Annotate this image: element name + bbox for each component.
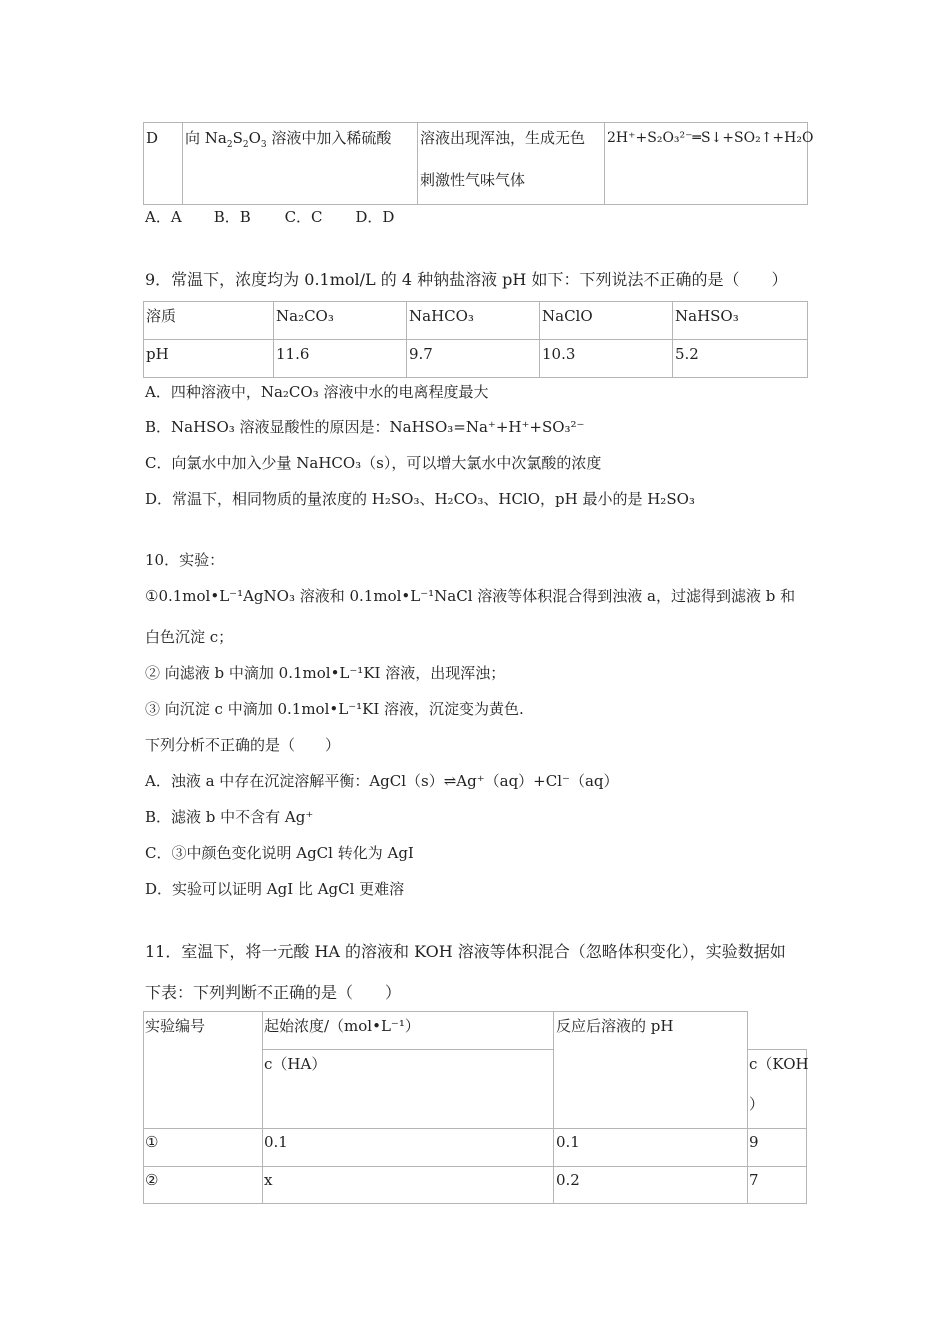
q8-options [145, 206, 394, 227]
q9-table [143, 301, 808, 378]
q10-step3: ③ 向沉淀 c 中滴加 0.1mol•L⁻¹KI 溶液，沉淀变为黄色. [145, 700, 524, 718]
q8-option-b[interactable]: B．B [213, 208, 251, 226]
q9-cell-nahco3: NaHCO₃ [407, 302, 540, 340]
q8-option-a[interactable]: A．A [145, 208, 182, 226]
q8-row-operation: 向 $Na_2S_2O_3$ 溶液中加入稀硫酸 [183, 123, 418, 205]
q10-option-b[interactable]: B．滤液 b 中不含有 Ag⁺ [145, 808, 314, 826]
q10-stem: 下列分析不正确的是（ ） [145, 736, 341, 754]
q11-row1-ph: 9 [749, 1133, 759, 1151]
q9-cell-nahso3: NaHSO₃ [673, 302, 808, 340]
q11-row1-koh: 0.1 [556, 1133, 580, 1151]
q10-step1-line2: 白色沉淀 c； [145, 628, 234, 646]
q11-row2-ph: 7 [749, 1171, 759, 1189]
q11-stem-line1: 11．室温下，将一元酸 HA 的溶液和 KOH 溶液等体积混合（忽略体积变化），实验数据如 [145, 942, 786, 961]
q10-option-a[interactable]: A．浊液 a 中存在沉淀溶解平衡：AgCl（s）⇌Ag⁺（aq）+Cl⁻（aq） [145, 772, 619, 790]
q9-option-b[interactable]: B．NaHSO₃ 溶液显酸性的原因是：NaHSO₃=Na⁺+H⁺+SO₃²⁻ [145, 418, 585, 436]
q11-row1-ha: 0.1 [264, 1133, 288, 1151]
q11-row2-id: ② [145, 1171, 159, 1189]
q11-header-conc: 起始浓度/（mol•L⁻¹） [264, 1017, 420, 1035]
q8-row-phenomenon: 溶液出现浑浊，生成无色 刺激性气味气体 [418, 123, 605, 205]
q10-option-c[interactable]: C．③中颜色变化说明 AgCl 转化为 AgI [145, 844, 414, 862]
q11-subheader-koh-1: c（KOH [749, 1055, 809, 1073]
q11-stem-line2: 下表：下列判断不正确的是（ ） [145, 983, 402, 1002]
q8-option-c[interactable]: C．C [284, 208, 323, 226]
q11-row2-koh: 0.2 [556, 1171, 580, 1189]
q11-subheader-ha: c（HA） [264, 1055, 327, 1073]
q8-option-d[interactable]: D．D [355, 208, 395, 226]
q10-step1-line1: ①0.1mol•L⁻¹AgNO₃ 溶液和 0.1mol•L⁻¹NaCl 溶液等体积混合得到浊液 a，过滤得到滤液 b 和 [145, 587, 796, 605]
q9-cell-ph-label: pH [144, 340, 274, 378]
q9-option-c[interactable]: C．向氯水中加入少量 NaHCO₃（s），可以增大氯水中次氯酸的浓度 [145, 454, 602, 472]
q8-row-equation: 2H⁺+S₂O₃²⁻═S↓+SO₂↑+H₂O [605, 123, 808, 205]
q9-cell-ph-3: 10.3 [540, 340, 673, 378]
q9-cell-ph-1: 11.6 [274, 340, 407, 378]
q9-option-a[interactable]: A．四种溶液中，Na₂CO₃ 溶液中水的电离程度最大 [145, 383, 489, 401]
q11-table [143, 1011, 807, 1204]
q11-header-id: 实验编号 [145, 1017, 206, 1035]
q11-header-ph: 反应后溶液的 pH [556, 1017, 674, 1035]
q9-cell-header: 溶质 [144, 302, 274, 340]
q10-step2: ② 向滤液 b 中滴加 0.1mol•L⁻¹KI 溶液，出现浑浊； [145, 664, 506, 682]
q11-row1-id: ① [145, 1133, 159, 1151]
q10-title: 10．实验： [145, 551, 225, 569]
q9-cell-ph-4: 5.2 [673, 340, 808, 378]
q8-row-label: D [144, 123, 183, 205]
q9-stem: 9．常温下，浓度均为 0.1mol/L 的 4 种钠盐溶液 pH 如下：下列说法不正确的是（ ） [145, 270, 788, 289]
q10-option-d[interactable]: D．实验可以证明 AgI 比 AgCl 更难溶 [145, 880, 405, 898]
q9-option-d[interactable]: D．常温下，相同物质的量浓度的 H₂SO₃、H₂CO₃、HClO，pH 最小的是 H₂SO₃ [145, 490, 695, 508]
q11-row2-ha: x [264, 1171, 273, 1189]
q8-table [143, 122, 814, 205]
q9-cell-na2co3: Na₂CO₃ [274, 302, 407, 340]
q9-cell-naclo: NaClO [540, 302, 673, 340]
q9-cell-ph-2: 9.7 [407, 340, 540, 378]
q11-subheader-koh-2: ） [749, 1095, 765, 1113]
